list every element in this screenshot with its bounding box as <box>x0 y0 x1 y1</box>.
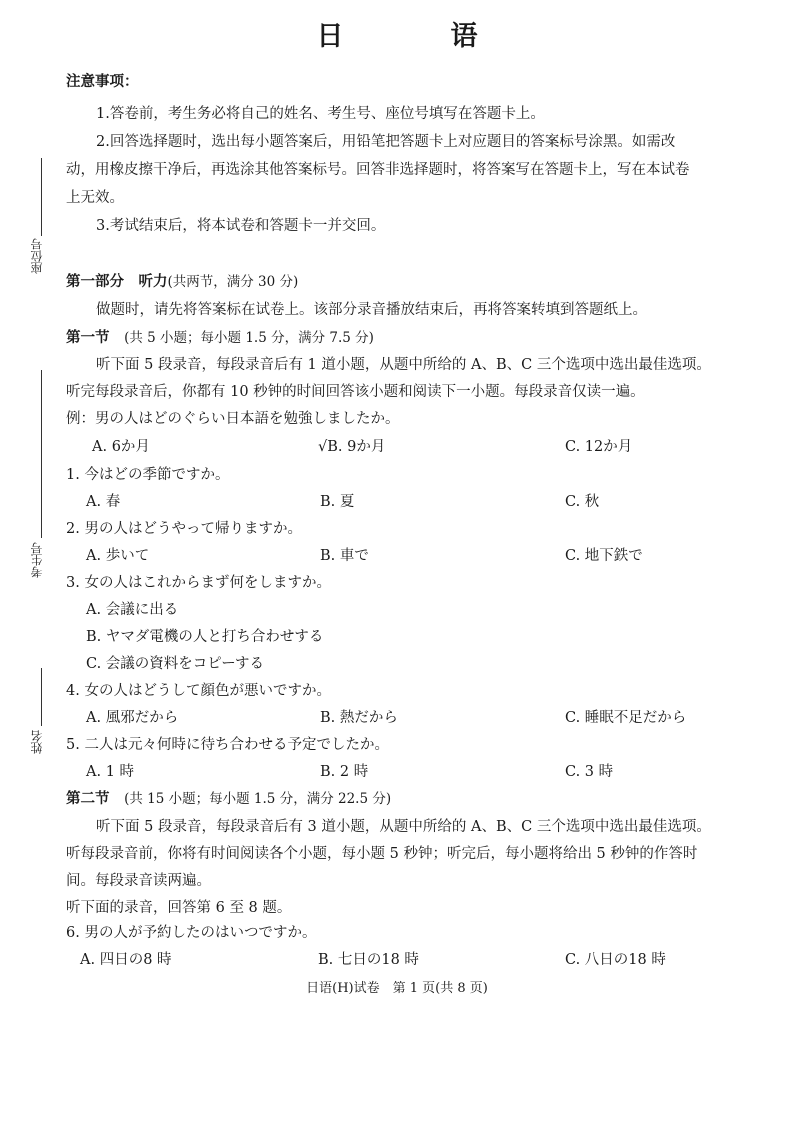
q1-option-c: C. 秋 <box>565 494 600 510</box>
q3-option-b: B. ヤマダ電機の人と打ち合わせする <box>86 629 324 645</box>
q5-option-b: B. 2 時 <box>320 764 369 780</box>
example-option-c: C. 12か月 <box>565 439 633 455</box>
page-footer: 日语(H)试卷 第 1 页(共 8 页) <box>306 981 488 996</box>
notice-item-2-line-3: 上无效。 <box>66 190 124 206</box>
section1-instruction-line-1: 听下面 5 段录音，每段录音后有 1 道小题，从题中所给的 A、B、C 三个选项中选出最佳选项。 <box>96 357 711 373</box>
part1-heading: 第一部分 听力 <box>66 273 168 290</box>
notice-item-2-line-2: 动，用橡皮擦干净后，再选涂其他答案标号。回答非选择题时，将答案写在答题卡上，写在本试卷 <box>66 162 690 178</box>
seat-line <box>41 158 42 236</box>
q1-option-a: A. 春 <box>86 494 121 510</box>
notice-item-3: 3.考试结束后，将本试卷和答题卡一并交回。 <box>96 218 386 234</box>
q6-option-c: C. 八日の18 時 <box>565 952 666 968</box>
q2-option-a: A. 歩いて <box>86 548 150 564</box>
example-option-a: A. 6か月 <box>92 439 150 455</box>
q1-option-b: B. 夏 <box>320 494 355 510</box>
example-question: 例：男の人はどのぐらい日本語を勉強しましたか。 <box>66 411 400 427</box>
section1-heading: 第一节 <box>66 329 110 346</box>
section2-heading-note: (共 15 小题；每小题 1.5 分，满分 22.5 分) <box>124 791 392 807</box>
q5-option-a: A. 1 時 <box>86 764 135 780</box>
q6-option-a: A. 四日の8 時 <box>80 952 172 968</box>
section1-instruction-line-2: 听完每段录音后，你都有 10 秒钟的时间回答该小题和阅读下一小题。每段录音仅读一遍。 <box>66 384 645 400</box>
section2-heading: 第二节 <box>66 790 110 807</box>
section2-instruction-line-2: 听每段录音前，你将有时间阅读各个小题，每小题 5 秒钟；听完后，每小题将给出 5 秒钟的作答时 <box>66 846 698 862</box>
notice-item-1: 1.答卷前，考生务必将自己的姓名、考生号、座位号填写在答题卡上。 <box>96 106 545 122</box>
section1-heading-row <box>66 326 374 347</box>
name-line <box>41 668 42 726</box>
section2-heading-row <box>66 787 391 808</box>
notice-heading: 注意事项： <box>66 73 139 90</box>
q4-option-b: B. 熱だから <box>320 710 398 726</box>
name-label: 姓名 <box>30 730 44 754</box>
exam-no-line <box>41 370 42 538</box>
section2-instruction-line-3: 间。每段录音读两遍。 <box>66 873 211 889</box>
seat-label: 座位号 <box>30 238 44 274</box>
q6-question: 6. 男の人が予約したのはいつですか。 <box>66 925 317 941</box>
q2-option-b: B. 車で <box>320 548 369 564</box>
notice-item-2-line-1: 2.回答选择题时，选出每小题答案后，用铅笔把答题卡上对应题目的答案标号涂黑。如需改 <box>96 134 676 150</box>
group-intro: 听下面的录音，回答第 6 至 8 题。 <box>66 900 292 916</box>
q4-option-a: A. 風邪だから <box>86 710 179 726</box>
q2-option-c: C. 地下鉄で <box>565 548 643 564</box>
q3-option-c: C. 会議の資料をコピーする <box>86 656 264 672</box>
part1-instruction: 做题时，请先将答案标在试卷上。该部分录音播放结束后，再将答案转填到答题纸上。 <box>96 302 647 318</box>
q5-question: 5. 二人は元々何時に待ち合わせる予定でしたか。 <box>66 737 389 753</box>
q4-question: 4. 女の人はどうして顔色が悪いですか。 <box>66 683 331 699</box>
part1-heading-row <box>66 270 298 291</box>
page-title: 日 语 <box>316 21 518 52</box>
section1-heading-note: (共 5 小题；每小题 1.5 分，满分 7.5 分) <box>124 330 374 346</box>
q3-option-a: A. 会議に出る <box>86 602 179 618</box>
q4-option-c: C. 睡眠不足だから <box>565 710 687 726</box>
q5-option-c: C. 3 時 <box>565 764 614 780</box>
q6-option-b: B. 七日の18 時 <box>318 952 419 968</box>
q2-question: 2. 男の人はどうやって帰りますか。 <box>66 521 302 537</box>
part1-heading-note: (共两节，满分 30 分) <box>167 274 299 290</box>
exam-no-label: 考生号 <box>30 542 44 578</box>
q3-question: 3. 女の人はこれからまず何をしますか。 <box>66 575 331 591</box>
section2-instruction-line-1: 听下面 5 段录音，每段录音后有 3 道小题，从题中所给的 A、B、C 三个选项中选出最佳选项。 <box>96 819 711 835</box>
example-option-b: √B. 9か月 <box>318 439 386 455</box>
q1-question: 1. 今はどの季節ですか。 <box>66 467 230 483</box>
